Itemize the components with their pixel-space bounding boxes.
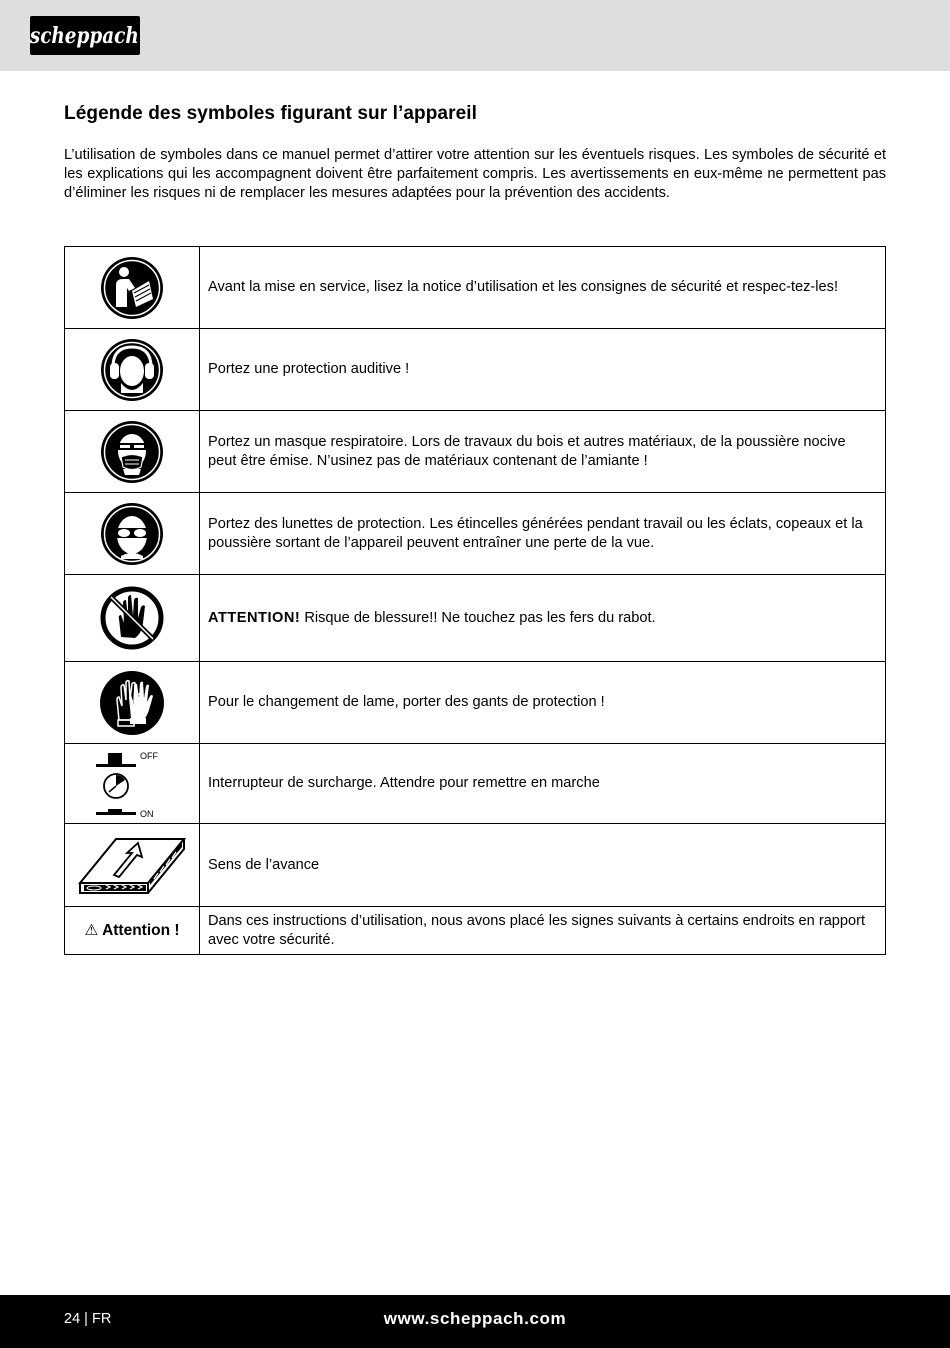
row-description: Portez des lunettes de protection. Les étincelles générées pendant travail ou les éclats, copeaux et la poussière sortant de l’appareil peuvent entraîner une perte de la vue. [200,493,886,575]
table-row [65,744,886,824]
scheppach-logo [30,16,140,55]
page-title: Légende des symboles figurant sur l’appareil [64,103,478,124]
attention-label [84,922,179,939]
page-footer [0,1295,950,1348]
warning-triangle-icon: ⚠ [84,922,99,939]
row-description: Dans ces instructions d’utilisation, nous avons placé les signes suivants à certains endroits en rapport avec votre sécurité. [200,907,886,955]
ear-protection-icon [99,337,165,403]
page-num-value: 24 [64,1311,81,1327]
table-row [65,907,886,955]
table-row [65,575,886,662]
row-description: Pour le changement de lame, porter des gants de protection ! [200,662,886,744]
safety-goggles-icon [99,501,165,567]
row-description: Portez un masque respiratoire. Lors de travaux du bois et autres matériaux, de la poussière nocive peut être émise. N’usinez pas de matériaux contenant de l’amiante ! [200,411,886,493]
respirator-mask-icon [99,419,165,485]
no-touch-hand-icon [99,585,165,651]
read-manual-icon [99,255,165,321]
overload-switch-icon [92,748,172,820]
attention-text: Attention ! [102,922,180,939]
on-label: ON [140,808,154,819]
feed-direction-icon [76,831,188,899]
attention-bold: ATTENTION! [208,609,301,626]
row-description [200,575,886,662]
table-row [65,411,886,493]
row-description: Interrupteur de surcharge. Attendre pour remettre en marche [200,744,886,824]
row-description: Avant la mise en service, lisez la notice d’utilisation et les consignes de sécurité et respec-tez-les! [200,247,886,329]
table-row [65,824,886,907]
symbol-legend-table [64,246,886,955]
table-row [65,329,886,411]
logo-text: scheppach [30,22,139,49]
language-code: FR [91,1311,112,1327]
page-header [0,0,950,71]
off-label: OFF [140,750,158,761]
footer-separator: | [84,1311,88,1327]
website-link[interactable]: www.scheppach.com [383,1309,567,1328]
table-row [65,662,886,744]
intro-paragraph: L’utilisation de symboles dans ce manuel permet d’attirer votre attention sur les éventuels risques. Les symboles de sécurité et les explications qui les accompagnent doivent être parfaitement compris. Les avertissements en eux-même ne permettent pas d’éliminer les risques ni de remplacer les mesures adaptées pour la prévention des accidents. [64,147,886,201]
table-row [65,493,886,575]
row-text: Risque de blessure!! Ne touchez pas les fers du rabot. [300,609,656,626]
table-row [65,247,886,329]
row-description: Portez une protection auditive ! [200,329,886,411]
protective-gloves-icon [99,670,165,736]
row-description: Sens de l’avance [200,824,886,907]
